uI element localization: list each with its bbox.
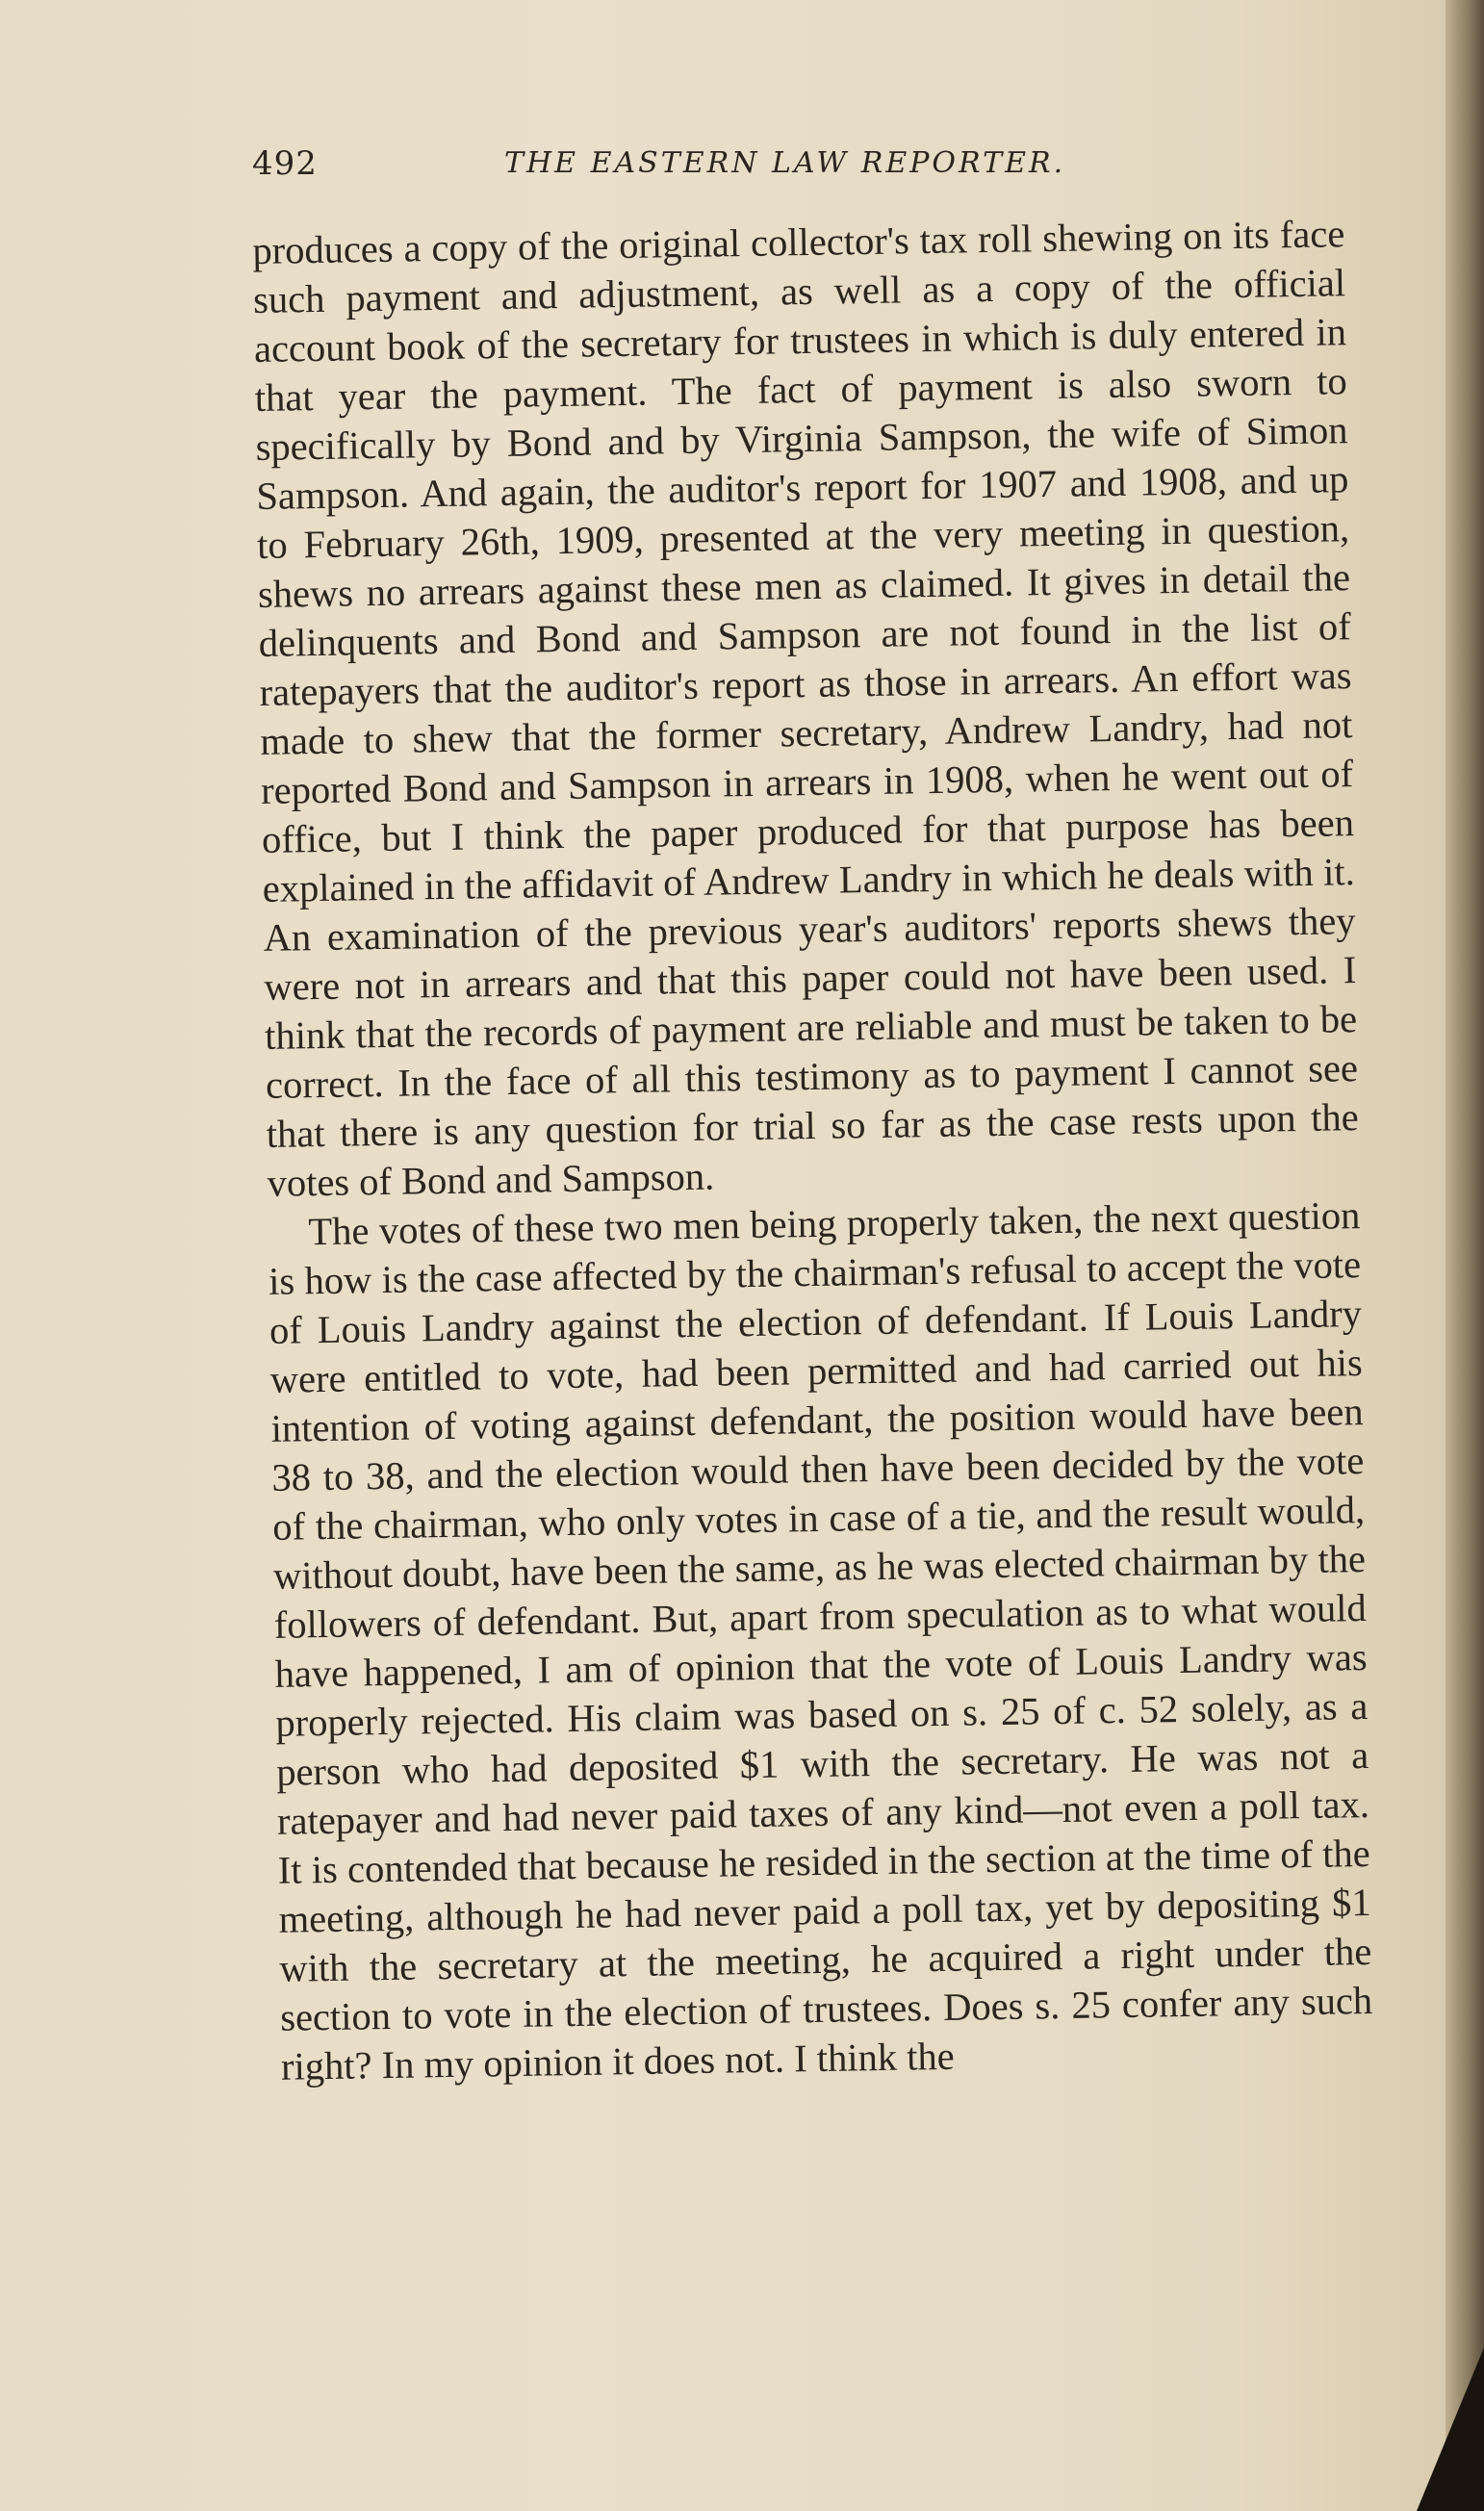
paragraph-2: The votes of these two men being properly taken, the next question is how is the case affected by the chairman's refusal to accept the vote of Louis Landry against the election of defendant. If Louis Landry were entitled to vote, had been permitted and had carried out his intention of voting against defendant, the position would have been 38 to 38, and the election would then have been decided by the vote of the chairman, who only votes in case of a tie, and the result would, without doubt, have been the same, as he was elected chairman by the followers of defendant. But, apart from speculation as to what would have happened, I am of opinion that the vote of Louis Landry was properly rejected. His claim was based on s. 25 of c. 52 solely, as a person who had deposited $1 with the secretary. He was not a ratepayer and had never paid taxes of any kind—not even a poll tax. It is contended that because he resided in the section at the time of the meeting, although he had never paid a poll tax, yet by depositing $1 with the secretary at the meeting, he acquired a right under the section to vote in the election of trustees. Does s. 25 confer any such right? In my opinion it does not. I think the <box>268 1193 1373 2088</box>
page-header <box>252 144 1099 192</box>
paragraph-1: produces a copy of the original collector's tax roll shewing on its face such payment and adjustment, as well as a copy of the official account book of the secretary for trustees in which is duly entered in that year the payment. The fact of payment is also sworn to specifically by Bond and by Virginia Sampson, the wife of Simon Sampson. And again, the auditor's report for 1907 and 1908, and up to February 26th, 1909, presented at the very meeting in question, shews no arrears against these men as claimed. It gives in detail the delinquents and Bond and Sampson are not found in the list of ratepayers that the auditor's report as those in arrears. An effort was made to shew that the former secretary, Andrew Landry, had not reported Bond and Sampson in arrears in 1908, when he went out of office, but I think the paper produced for that purpose has been explained in the affidavit of Andrew Landry in which he deals with it. An examination of the previous year's auditors' reports shews they were not in arrears and that this paper could not have been used. I think that the records of payment are reliable and must be taken to be correct. In the face of all this testimony as to payment I cannot see that there is any question for trial so far as the case rests upon the votes of Bond and Sampson. <box>252 212 1360 1205</box>
running-head: THE EASTERN LAW REPORTER. <box>504 146 1066 180</box>
body-text <box>252 209 1373 2091</box>
corner-shadow <box>1417 2347 1484 2511</box>
page-number: 492 <box>252 144 318 183</box>
page-edge <box>1446 0 1484 2511</box>
